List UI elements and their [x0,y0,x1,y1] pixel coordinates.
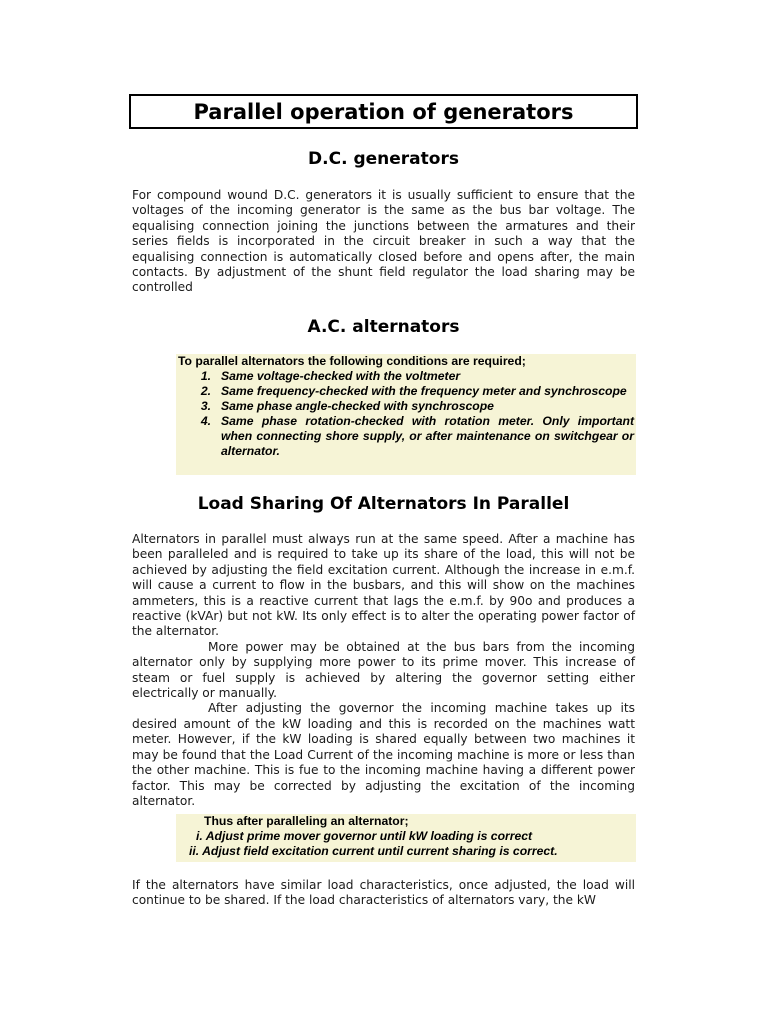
list-item [176,369,636,384]
load-sharing-closing [132,878,635,909]
list-item-number: 4. [200,414,211,428]
list-item-text: Same voltage-checked with the voltmeter [221,369,461,383]
dc-generators-paragraph [132,188,635,296]
dc-generators-text: For compound wound D.C. generators it is usually sufficient to ensure that the voltages of the incoming generator is the same as the bus bar voltage. The equalising connection joining the junctions between the armatures and their series fields is incorporated in the circuit breaker in such a way that the equalising connection is automatically closed before and opens after, the main contacts. By adjustment of the shunt field regulator the load sharing may be controlled [132,188,635,295]
step-1: i. Adjust prime mover governor until kW loading is correct [196,829,533,843]
ac-alternators-heading: A.C. alternators [307,317,460,337]
list-item-text: Same frequency-checked with the frequency meter and synchroscope [221,384,627,398]
list-item-number: 3. [200,399,211,413]
conditions-lead: To parallel alternators the following conditions are required; [178,354,526,368]
list-item [176,399,636,414]
list-item-number: 2. [200,384,211,398]
conditions-list [176,369,636,459]
load-sharing-body [132,532,635,809]
dc-generators-heading: D.C. generators [308,149,459,169]
steps-box [176,814,636,862]
list-item-number: 1. [200,369,211,383]
list-item [176,384,636,399]
list-item-text: Same phase angle-checked with synchroscope [221,399,494,413]
load-sharing-heading: Load Sharing Of Alternators In Parallel [197,494,570,514]
step-2: ii. Adjust field excitation current until current sharing is correct. [189,844,558,858]
load-sharing-paragraph-4: If the alternators have similar load characteristics, once adjusted, the load will continue to be shared. If the load characteristics of alternators vary, the kW [132,878,635,908]
list-item-text: Same phase rotation-checked with rotation meter. Only important when connecting shore supply, or after maintenance on switchgear or alternator. [221,414,634,458]
load-sharing-paragraph-3: After adjusting the governor the incoming machine takes up its desired amount of the kW loading and this is recorded on the machines watt meter. However, if the kW loading is shared equally between two machines it may be found that the Load Current of the incoming machine is more or less than the other machine. This is fue to the incoming machine having a different power factor. This may be corrected by adjusting the excitation of the incoming alternator. [132,701,635,808]
steps-lead: Thus after paralleling an alternator; [204,814,409,828]
list-item [176,414,636,459]
conditions-box [176,354,636,475]
load-sharing-paragraph-1: Alternators in parallel must always run at the same speed. After a machine has been paralleled and is required to take up its share of the load, this will not be achieved by adjusting the field excitation current. Although the increase in e.m.f. will cause a current to flow in the busbars, and this will show on the machines ammeters, this is a reactive current that lags the e.m.f. by 90o and produces a reactive (kVAr) but not kW. Its only effect is to alter the operating power factor of the alternator. [132,532,635,639]
load-sharing-paragraph-2: More power may be obtained at the bus bars from the incoming alternator only by supplying more power to its prime mover. This increase of steam or fuel supply is achieved by altering the governor setting either electrically or manually. [132,639,635,701]
page-title: Parallel operation of generators [129,94,638,129]
